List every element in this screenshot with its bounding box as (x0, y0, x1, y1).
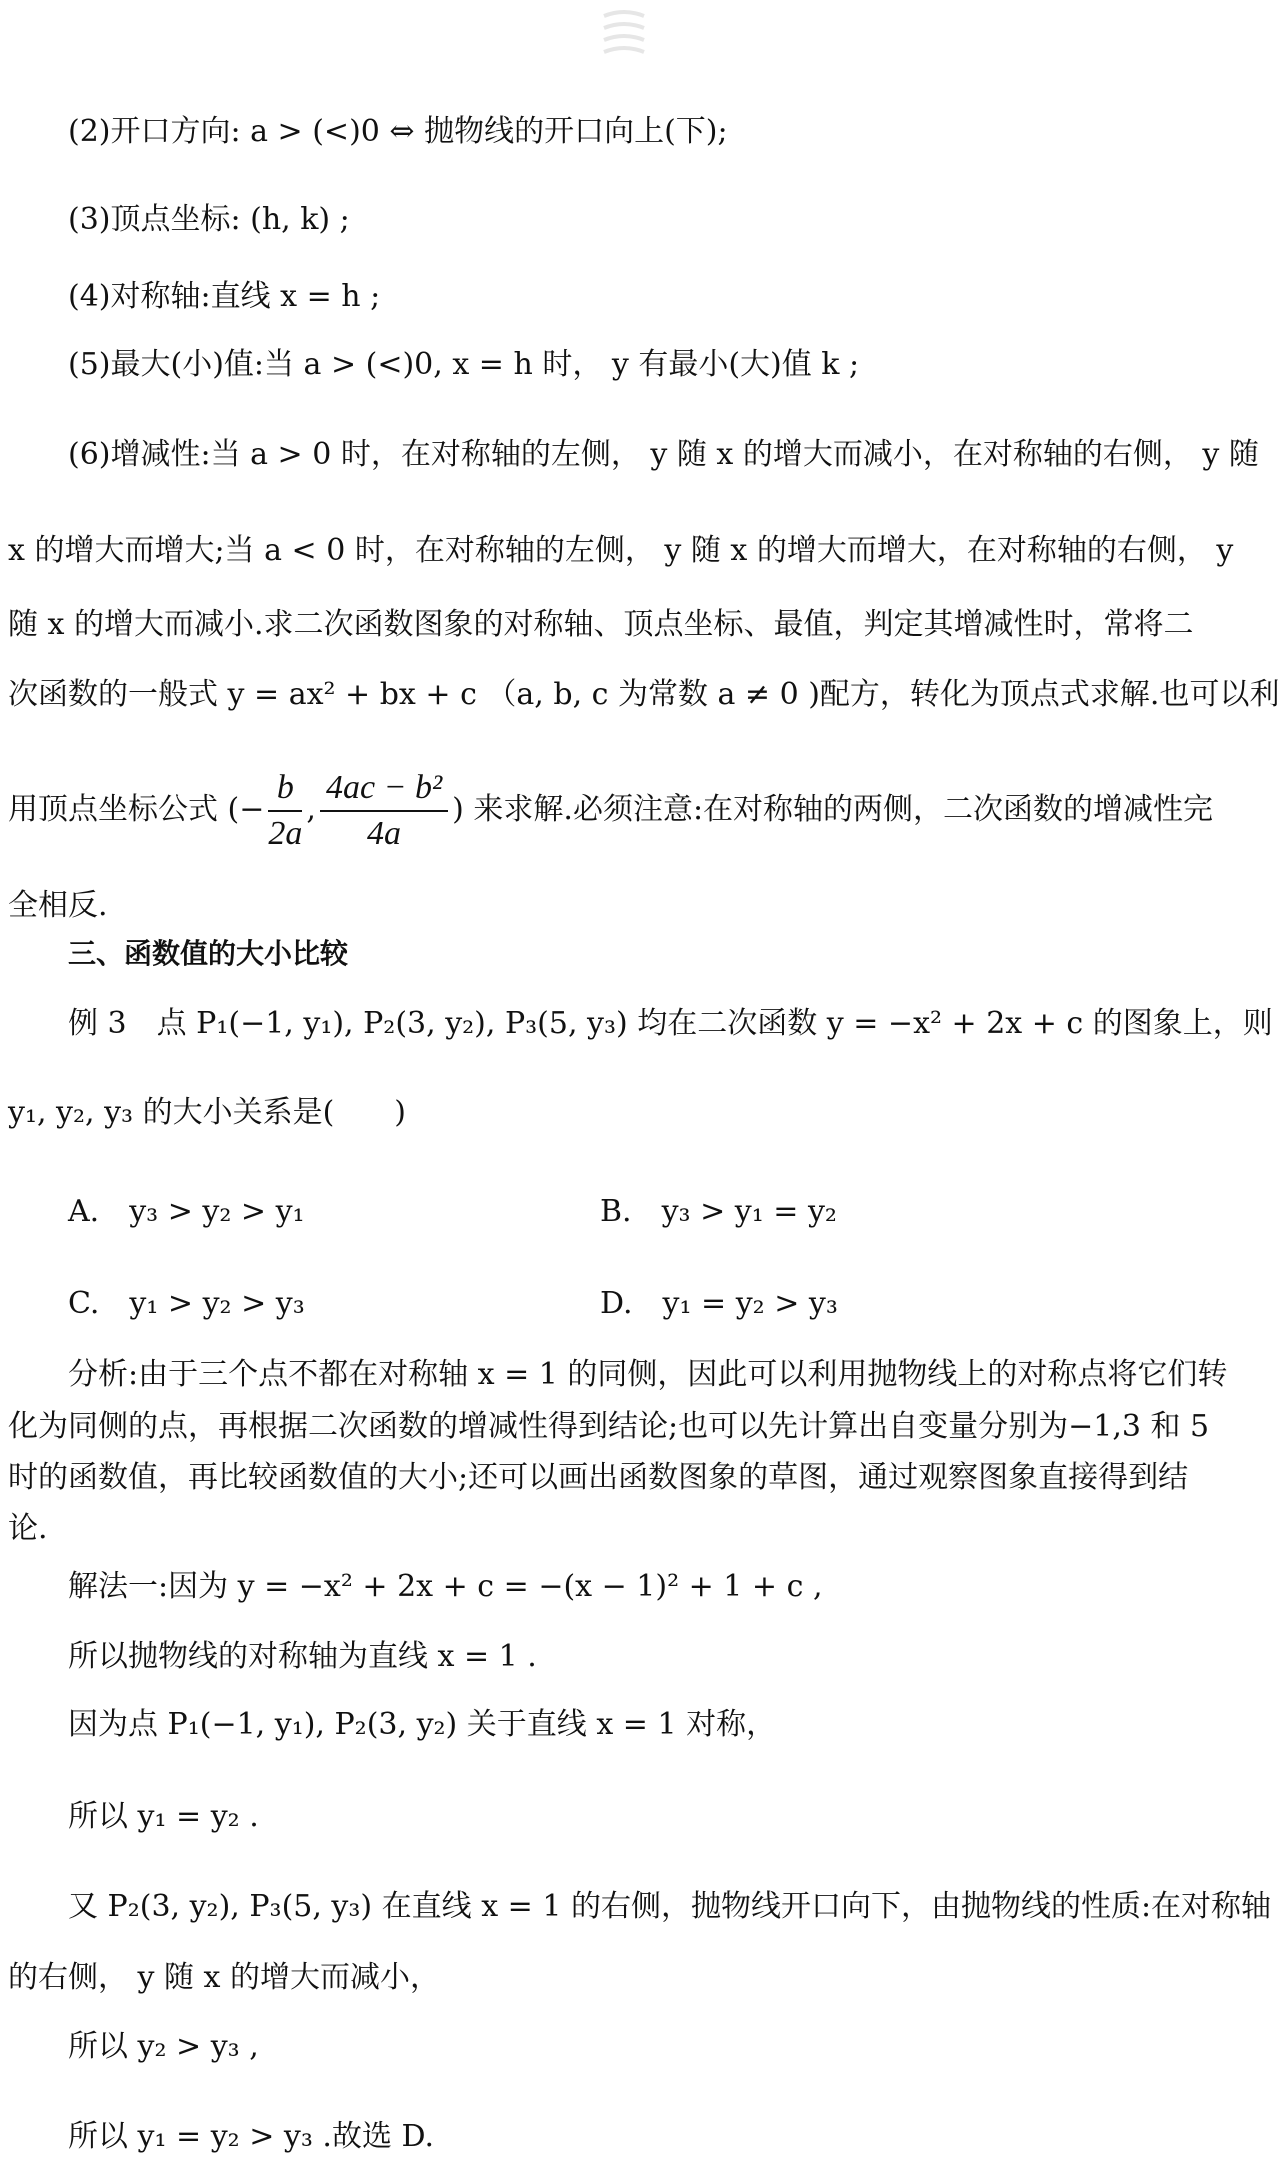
analysis-line-3: 时的函数值，再比较函数值的大小;还可以画出函数图象的草图，通过观察图象直接得到结 (8, 1460, 1189, 1495)
watermark-mark (598, 6, 650, 66)
text-line-1: (2)开口方向: a > (<)0 ⇔ 抛物线的开口向上(下); (68, 114, 728, 149)
formula-prefix: 用顶点坐标公式 (− (8, 792, 265, 827)
text-line-3: (4)对称轴:直线 x = h ; (68, 279, 381, 314)
fraction-denominator: 2a (268, 815, 303, 852)
solution-line-5: 又 P₂(3, y₂), P₃(5, y₃) 在直线 x = 1 的右侧，抛物线开口向下，由抛物线的性质:在对称轴 (68, 1889, 1272, 1924)
option-d: D. y₁ = y₂ > y₃ (600, 1286, 838, 1321)
text-line-4: (5)最大(小)值:当 a > (<)0, x = h 时， y 有最小(大)值 k ; (68, 347, 860, 382)
example-3-line: 例 3 点 P₁(−1, y₁), P₂(3, y₂), P₃(5, y₃) 均在二次函数 y = −x² + 2x + c 的图象上，则 (68, 1006, 1273, 1041)
text-line-2: (3)顶点坐标: (h, k) ; (68, 202, 350, 237)
fraction-denominator: 4a (367, 815, 402, 852)
analysis-line-1: 分析:由于三个点不都在对称轴 x = 1 的同侧，因此可以利用抛物线上的对称点将它们转 (68, 1357, 1228, 1392)
solution-line-8: 所以 y₁ = y₂ > y₃ .故选 D. (68, 2119, 435, 2154)
solution-line-2: 所以抛物线的对称轴为直线 x = 1 . (68, 1639, 537, 1674)
fraction-b-over-2a (268, 766, 302, 856)
formula-suffix: ) 来求解.必须注意:在对称轴的两侧，二次函数的增减性完 (452, 792, 1214, 827)
option-c: C. y₁ > y₂ > y₃ (68, 1286, 305, 1321)
formula-comma: , (306, 792, 316, 827)
fraction-4ac-b2-over-4a (320, 766, 448, 856)
solution-line-3: 因为点 P₁(−1, y₁), P₂(3, y₂) 关于直线 x = 1 对称， (68, 1707, 777, 1742)
fraction-numerator: 4ac − b² (320, 766, 448, 812)
text-line-7: 随 x 的增大而减小.求二次函数图象的对称轴、顶点坐标、最值，判定其增减性时，常将二 (8, 607, 1194, 642)
text-line-9 (8, 766, 1268, 858)
solution-line-7: 所以 y₂ > y₃ , (68, 2029, 259, 2064)
text-line-10: 全相反. (8, 888, 108, 923)
solution-line-1: 解法一:因为 y = −x² + 2x + c = −(x − 1)² + 1 + c , (68, 1569, 823, 1604)
fraction-numerator: b (268, 766, 302, 812)
section-heading: 三、函数值的大小比较 (68, 937, 349, 970)
text-line-5: (6)增减性:当 a > 0 时，在对称轴的左侧， y 随 x 的增大而减小，在对称轴的右侧， y 随 (68, 437, 1259, 472)
text-line-8: 次函数的一般式 y = ax² + bx + c （a, b, c 为常数 a ≠ 0 )配方，转化为顶点式求解.也可以利 (8, 677, 1280, 712)
analysis-line-2: 化为同侧的点，再根据二次函数的增减性得到结论;也可以先计算出自变量分别为−1,3 和 5 (8, 1409, 1210, 1444)
text-line-6: x 的增大而增大;当 a < 0 时，在对称轴的左侧， y 随 x 的增大而增大，在对称轴的右侧， y (8, 533, 1234, 568)
example-3-question: y₁, y₂, y₃ 的大小关系是( ) (8, 1095, 407, 1130)
solution-line-6: 的右侧， y 随 x 的增大而减小， (8, 1960, 441, 1995)
option-b: B. y₃ > y₁ = y₂ (600, 1194, 837, 1229)
solution-line-4: 所以 y₁ = y₂ . (68, 1799, 259, 1834)
option-a: A. y₃ > y₂ > y₁ (68, 1194, 305, 1229)
analysis-line-4: 论. (8, 1511, 48, 1546)
